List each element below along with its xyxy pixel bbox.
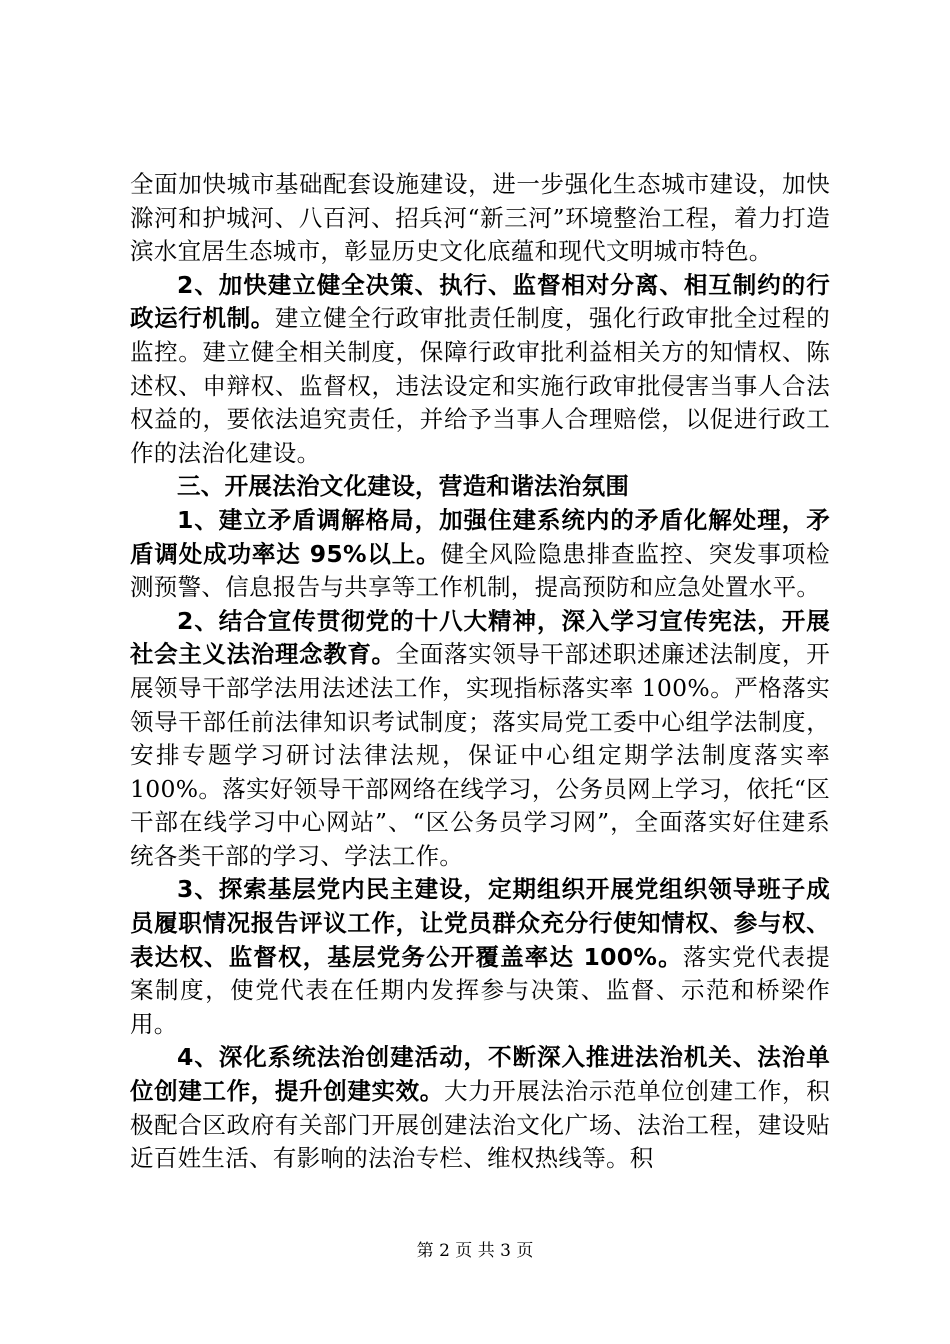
document-body <box>130 168 830 1176</box>
paragraph-legal-creation <box>130 1041 830 1175</box>
paragraph-administrative-mechanism <box>130 269 830 471</box>
paragraph-heading: 3、探索基层党内民主建设，定期组织开展党组织领导班子成员履职情况报告评议工作，让党员群众充分行使知情权、参与权、表达权、监督权，基层党务公开覆盖率达 100%。 <box>130 875 830 971</box>
paragraph-text: 全面落实领导干部述职述廉述法制度，开展领导干部学法用法述法工作，实现指标落实率 100%。严格落实领导干部任前法律知识考试制度；落实局党工委中心组学法制度，安排专题学习研讨法律法规，保证中心组定期学法制度落实率 100%。落实好领导干部网络在线学习，公务员网上学习，依托“区干部在线学习中心网站”、“区公务员学习网”，全面落实好住建系统各类干部的学习、学法工作。 <box>130 640 830 870</box>
paragraph-text: 大力开展法治示范单位创建工作，积极配合区政府有关部门开展创建法治文化广场、法治工程，建设贴近百姓生活、有影响的法治专栏、维权热线等。积 <box>130 1077 830 1173</box>
paragraph-text: 全面加快城市基础配套设施建设，进一步强化生态城市建设，加快滁河和护城河、八百河、招兵河“新三河”环境整治工程，着力打造滨水宜居生态城市，彰显历史文化底蕴和现代文明城市特色。 <box>130 170 830 266</box>
paragraph-conflict-mediation <box>130 504 830 605</box>
section-heading-text: 三、开展法治文化建设，营造和谐法治氛围 <box>177 472 630 501</box>
paragraph-legal-education <box>130 605 830 874</box>
paragraph-heading: 4、深化系统法治创建活动，不断深入推进法治机关、法治单位创建工作，提升创建实效。 <box>130 1043 830 1106</box>
paragraph-heading: 2、结合宣传贯彻党的十八大精神，深入学习宣传宪法，开展社会主义法治理念教育。 <box>130 606 830 669</box>
page-number-label: 第 2 页 共 3 页 <box>416 1241 534 1261</box>
paragraph-text: 建立健全行政审批责任制度，强化行政审批全过程的监控。建立健全相关制度，保障行政审批利益相关方的知情权、陈述权、申辩权、监督权，违法设定和实施行政审批侵害当事人合法权益的，要依法追究责任，并给予当事人合理赔偿，以促进行政工作的法治化建设。 <box>130 304 830 467</box>
paragraph-heading: 1、建立矛盾调解格局，加强住建系统内的矛盾化解处理，矛盾调处成功率达 95%以上。 <box>130 505 830 568</box>
section-heading-legal-culture <box>130 470 830 504</box>
paragraph-heading: 2、加快建立健全决策、执行、监督相对分离、相互制约的行政运行机制。 <box>130 270 830 333</box>
paragraph-city-construction <box>130 168 830 269</box>
paragraph-party-democracy <box>130 873 830 1041</box>
page-footer <box>0 1236 950 1261</box>
paragraph-text: 健全风险隐患排查监控、突发事项检测预警、信息报告与共享等工作机制，提高预防和应急处置水平。 <box>130 539 830 602</box>
paragraph-text: 落实党代表提案制度，使党代表在任期内发挥参与决策、监督、示范和桥梁作用。 <box>130 942 830 1038</box>
